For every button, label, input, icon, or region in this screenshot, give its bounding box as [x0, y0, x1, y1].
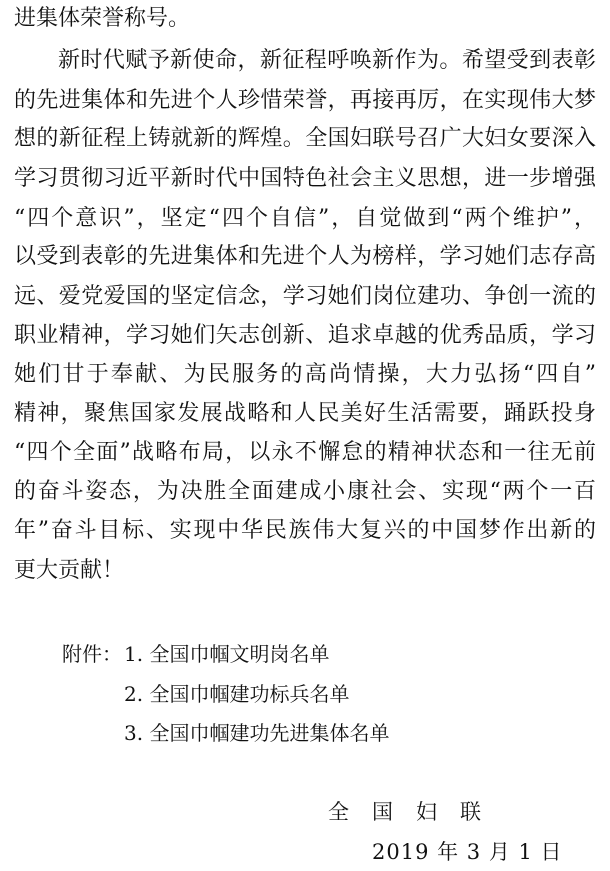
- text-line: “四个意识”，坚定“四个自信”，自觉做到“两个维护”，: [14, 206, 596, 231]
- text-line: 年”奋斗目标、实现中华民族伟大复兴的中国梦作出新的: [14, 518, 596, 543]
- attachments-label: 附件：: [62, 642, 122, 666]
- text-line: 想的新征程上铸就新的辉煌。全国妇联号召广大妇女要深入: [14, 126, 596, 151]
- text-line: “四个全面”战略布局，以永不懈怠的精神状态和一往无前: [14, 440, 596, 465]
- text-line: 进集体荣誉称号。: [14, 6, 191, 31]
- text-line: 学习贯彻习近平新时代中国特色社会主义思想，进一步增强: [14, 166, 596, 191]
- text-line: 新时代赋予新使命，新征程呼唤新作为。希望受到表彰: [58, 48, 596, 73]
- text-line: 远、爱党爱国的坚定信念，学习她们岗位建功、争创一流的: [14, 284, 596, 309]
- text-line: 以受到表彰的先进集体和先进个人为榜样，学习她们志存高: [14, 244, 596, 269]
- text-line: 更大贡献！: [14, 558, 125, 583]
- text-line: 的先进集体和先进个人珍惜荣誉，再接再厉，在实现伟大梦: [14, 88, 596, 113]
- text-line: 的奋斗姿态，为决胜全面建成小康社会、实现“两个一百: [14, 479, 596, 504]
- attachment-item: 3. 全国巾帼建功先进集体名单: [124, 721, 390, 745]
- text-line: 精神，聚焦国家发展战略和人民美好生活需要，踊跃投身: [14, 401, 596, 426]
- attachment-item: 2. 全国巾帼建功标兵名单: [124, 682, 350, 706]
- text-line: 职业精神，学习她们矢志创新、追求卓越的优秀品质，学习: [14, 323, 596, 348]
- signature-org: 全 国 妇 联: [328, 800, 482, 824]
- signature-date: 2019 年 3 月 1 日: [372, 840, 563, 864]
- attachment-item: 1. 全国巾帼文明岗名单: [124, 642, 330, 666]
- text-line: 她们甘于奉献、为民服务的高尚情操，大力弘扬“四自”: [14, 362, 596, 387]
